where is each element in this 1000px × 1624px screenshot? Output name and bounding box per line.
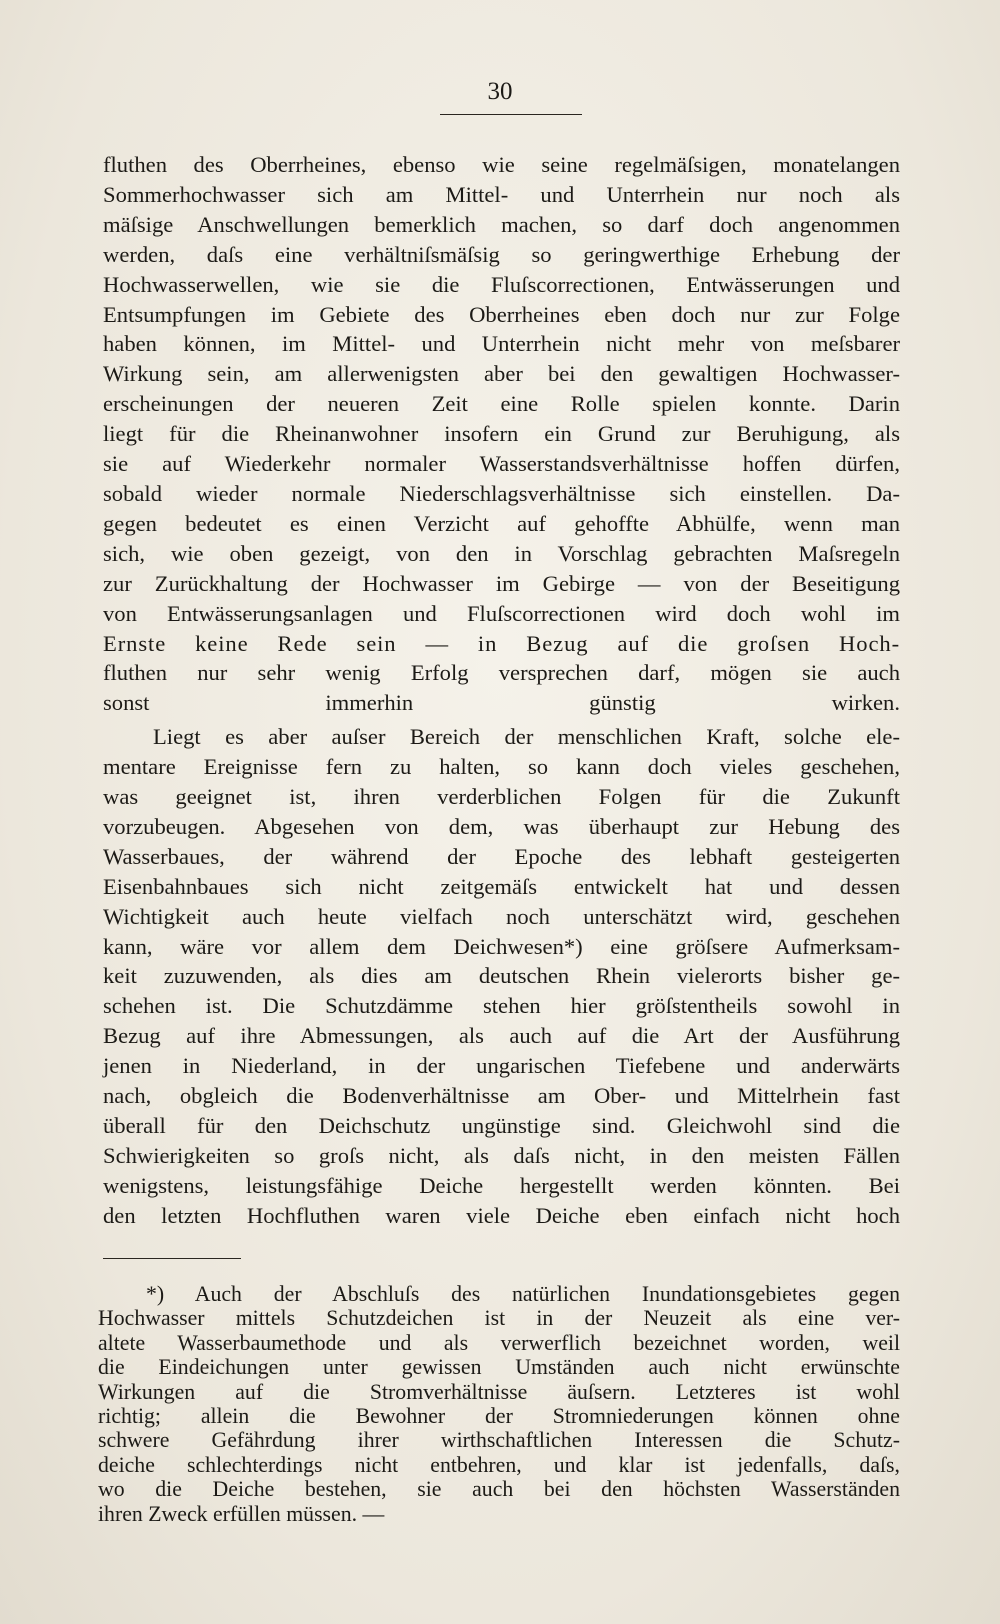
text-line: vorzubeugen. Abgesehen von dem, was überhaupt zur Hebung des: [103, 813, 900, 839]
text-line: Wirkung sein, am allerwenigsten aber bei den gewaltigen Hochwasser-: [103, 361, 900, 387]
text-line: Liegt es aber auſser Bereich der menschlichen Kraft, solche ele-: [153, 724, 900, 750]
footnote: [98, 1282, 900, 1526]
paragraph-2: [103, 722, 900, 1230]
footnote-line: deiche schlechterdings nicht entbehren, und klar ist jedenfalls, daſs,: [98, 1452, 900, 1477]
footnote-line: schwere Gefährdung ihrer wirthschaftlichen Interessen die Schutz-: [98, 1428, 900, 1453]
text-line: Hochwasserwellen, wie sie die Fluſscorrectionen, Entwässerungen und: [103, 271, 900, 297]
header-rule: [440, 114, 582, 115]
text-line: sobald wieder normale Niederschlagsverhältnisse sich einstellen. Da-: [103, 480, 900, 506]
text-line: sich, wie oben gezeigt, von den in Vorschlag gebrachten Maſsregeln: [103, 540, 900, 566]
text-line: Wichtigkeit auch heute vielfach noch unterschätzt wird, geschehen: [103, 903, 900, 929]
footnote-line: Hochwasser mittels Schutzdeichen ist in der Neuzeit als eine ver-: [98, 1306, 900, 1331]
text-line: mentare Ereignisse fern zu halten, so kann doch vieles geschehen,: [103, 754, 900, 780]
text-line: zur Zurückhaltung der Hochwasser im Gebirge — von der Beseitigung: [103, 570, 900, 596]
footnote-rule: [103, 1258, 241, 1259]
text-line: den letzten Hochfluthen waren viele Deiche eben einfach nicht hoch: [103, 1202, 900, 1228]
text-line: wenigstens, leistungsfähige Deiche hergestellt werden könnten. Bei: [103, 1172, 900, 1198]
text-line: Schwierigkeiten so groſs nicht, als daſs nicht, in den meisten Fällen: [103, 1142, 900, 1168]
text-line: werden, daſs eine verhältniſsmäſsig so geringwerthige Erhebung der: [103, 241, 900, 267]
footnote-line: die Eindeichungen unter gewissen Umständen auch nicht erwünschte: [98, 1355, 900, 1380]
text-line: Bezug auf ihre Abmessungen, als auch auf die Art der Ausführung: [103, 1023, 900, 1049]
text-line: Eisenbahnbaues sich nicht zeitgemäſs entwickelt hat und dessen: [103, 873, 900, 899]
paragraph-1: [103, 150, 900, 718]
text-line: Entsumpfungen im Gebiete des Oberrheines eben doch nur zur Folge: [103, 301, 900, 327]
text-line: sonst immerhin günstig wirken.: [103, 690, 900, 716]
text-line: von Entwässerungsanlagen und Fluſscorrectionen wird doch wohl im: [103, 600, 900, 626]
footnote-line: altete Wasserbaumethode und als verwerflich bezeichnet worden, weil: [98, 1330, 900, 1355]
text-line: liegt für die Rheinanwohner insofern ein Grund zur Beruhigung, als: [103, 421, 900, 447]
body-text: [103, 150, 900, 1231]
footnote-line: Wirkungen auf die Stromverhältnisse äuſsern. Letzteres ist wohl: [98, 1379, 900, 1404]
text-line: keit zuzuwenden, als dies am deutschen Rhein vielerorts bisher ge-: [103, 963, 900, 989]
text-line: Wasserbaues, der während der Epoche des lebhaft gesteigerten: [103, 843, 900, 869]
text-line: Sommerhochwasser sich am Mittel- und Unterrhein nur noch als: [103, 181, 900, 207]
footnote-line: *) Auch der Abschluſs des natürlichen Inundationsgebietes gegen: [146, 1282, 900, 1306]
text-line: fluthen nur sehr wenig Erfolg versprechen darf, mögen sie auch: [103, 660, 900, 686]
text-line: was geeignet ist, ihren verderblichen Folgen für die Zukunft: [103, 784, 900, 810]
text-line: jenen in Niederland, in der ungarischen Tiefebene und anderwärts: [103, 1053, 900, 1079]
text-line: sie auf Wiederkehr normaler Wasserstandsverhältnisse hoffen dürfen,: [103, 451, 900, 477]
text-line: überall für den Deichschutz ungünstige sind. Gleichwohl sind die: [103, 1113, 900, 1138]
text-line: nach, obgleich die Bodenverhältnisse am Ober- und Mittelrhein fast: [103, 1083, 900, 1109]
text-line: erscheinungen der neueren Zeit eine Rolle spielen konnte. Darin: [103, 391, 900, 417]
text-line: gegen bedeutet es einen Verzicht auf gehoffte Abhülfe, wenn man: [103, 510, 900, 536]
text-line: fluthen des Oberrheines, ebenso wie seine regelmäſsigen, monatelangen: [103, 152, 900, 177]
footnote-line: richtig; allein die Bewohner der Stromniederungen können ohne: [98, 1404, 900, 1429]
text-line: schehen ist. Die Schutzdämme stehen hier gröſstentheils sowohl in: [103, 993, 900, 1019]
text-line: haben können, im Mittel- und Unterrhein nicht mehr von meſsbarer: [103, 331, 900, 357]
text-line: mäſsige Anschwellungen bemerklich machen, so darf doch angenommen: [103, 211, 900, 237]
text-line: kann, wäre vor allem dem Deichwesen*) eine gröſsere Aufmerksam-: [103, 933, 900, 959]
footnote-line: ihren Zweck erfüllen müssen. —: [98, 1501, 385, 1526]
text-line: Ernste keine Rede sein — in Bezug auf die groſsen Hoch-: [103, 630, 900, 656]
page-number: 30: [487, 78, 513, 105]
footnote-line: wo die Deiche bestehen, sie auch bei den höchsten Wasserständen: [98, 1477, 900, 1502]
